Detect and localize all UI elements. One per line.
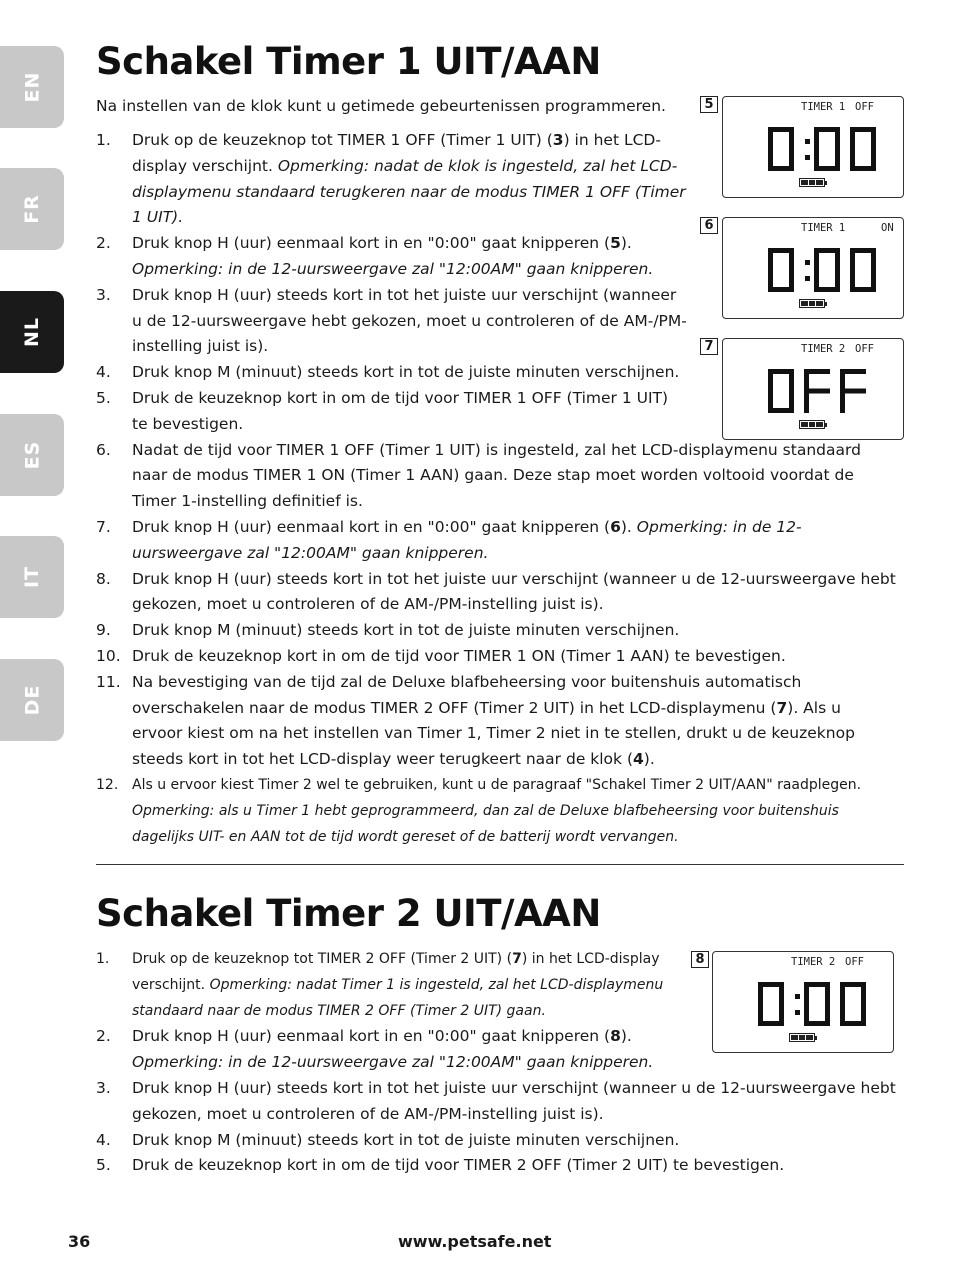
- lang-tab-it[interactable]: [0, 536, 64, 618]
- lcd-segment: [835, 248, 840, 270]
- lcd-colon: [795, 1010, 800, 1015]
- lcd-segment: [825, 982, 830, 1004]
- lcd-segment: [758, 982, 763, 1004]
- lcd-segment: [768, 391, 773, 413]
- lcd-state-label: ON: [881, 222, 894, 234]
- step-item: [96, 1076, 896, 1128]
- step-number: 2.: [96, 1027, 111, 1046]
- lcd-segment: [768, 127, 773, 149]
- step-number: 7.: [96, 517, 111, 536]
- lang-tab-label: EN: [20, 71, 43, 103]
- lcd-segment: [840, 369, 845, 391]
- battery-icon: [789, 1033, 815, 1042]
- section-divider: [96, 864, 904, 865]
- step-text: Druk de keuzeknop kort in om de tijd voor TIMER 1 ON (Timer 1 AAN) te bevestigen.: [132, 646, 786, 665]
- lcd-segment: [850, 270, 855, 292]
- lcd-digits: [768, 127, 888, 173]
- lcd-colon: [805, 260, 810, 265]
- step-number: 1.: [96, 131, 111, 149]
- lcd-state-label: OFF: [855, 101, 874, 113]
- lcd-segment: [850, 248, 855, 270]
- section1-title: Schakel Timer 1 UIT/AAN: [96, 40, 601, 83]
- page-number: 36: [68, 1232, 91, 1251]
- lang-tab-es[interactable]: [0, 414, 64, 496]
- step-text: Druk knop H (uur) eenmaal kort in en "0:00" gaat knipperen (6). Opmerking: in de 12-uursweergave zal "12:00AM" gaan knipperen.: [132, 517, 802, 562]
- step-item: [96, 1128, 896, 1154]
- lcd-display: [712, 951, 894, 1053]
- lang-tab-label: IT: [21, 565, 43, 589]
- figure-number: 6: [700, 217, 718, 234]
- step-text: Druk knop H (uur) steeds kort in tot het juiste uur verschijnt (wanneer u de 12-uursweergave hebt gekozen, moet u controleren of de AM-/PM-instelling juist is).: [132, 285, 687, 356]
- step-item: [96, 360, 688, 386]
- lcd-display: [722, 338, 904, 440]
- lcd-segment: [768, 270, 773, 292]
- lang-tab-label: ES: [20, 440, 43, 470]
- step-number: 6.: [96, 440, 111, 459]
- step-item: [96, 670, 896, 773]
- step-item: [96, 283, 688, 360]
- battery-icon: [799, 420, 825, 429]
- lcd-segment: [814, 127, 819, 149]
- step-item: [96, 128, 688, 231]
- step-text: Druk op de keuzeknop tot TIMER 2 OFF (Timer 2 UIT) (7) in het LCD-display verschijnt. Opmerking: nadat Timer 1 is ingesteld, zal het LCD-displaymenu standaard naar de modus TIMER 2 OFF (Timer 2 UIT) gaan.: [132, 951, 664, 1019]
- step-item: [96, 1024, 688, 1076]
- lcd-segment: [814, 149, 819, 171]
- lcd-segment: [861, 982, 866, 1004]
- section2-title: Schakel Timer 2 UIT/AAN: [96, 892, 601, 935]
- battery-icon: [799, 299, 825, 308]
- lcd-segment: [804, 389, 830, 394]
- step-text: Druk knop H (uur) eenmaal kort in en "0:00" gaat knipperen (5). Opmerking: in de 12-uursweergave zal "12:00AM" gaan knipperen.: [132, 234, 654, 278]
- lcd-timer-label: TIMER 2: [791, 956, 836, 968]
- lcd-digits: [768, 369, 888, 415]
- lcd-display: [722, 96, 904, 198]
- step-item: [96, 386, 688, 438]
- lcd-timer-label: TIMER 1: [801, 101, 846, 113]
- lcd-segment: [814, 248, 819, 270]
- step-number: 3.: [96, 285, 111, 304]
- lcd-segment: [840, 1004, 845, 1026]
- step-item: [96, 567, 896, 619]
- lcd-segment: [871, 248, 876, 270]
- lcd-colon: [805, 139, 810, 144]
- lang-tab-label: DE: [20, 684, 43, 716]
- step-number: 5.: [96, 388, 111, 407]
- step-item: [96, 618, 896, 644]
- step-text: Druk knop M (minuut) steeds kort in tot de juiste minuten verschijnen.: [132, 621, 680, 640]
- lang-tab-label: FR: [20, 194, 43, 224]
- lcd-segment: [814, 270, 819, 292]
- step-number: 4.: [96, 1130, 111, 1149]
- lcd-segment: [835, 127, 840, 149]
- lcd-segment: [758, 1004, 763, 1026]
- step-number: 9.: [96, 621, 111, 640]
- lcd-segment: [768, 149, 773, 171]
- step-text: Nadat de tijd voor TIMER 1 OFF (Timer 1 UIT) is ingesteld, zal het LCD-displaymenu standaard naar de modus TIMER 1 ON (Timer 1 AAN) gaan. Deze stap moet worden voltooid voordat de Timer 1-instelling definitief is.: [132, 440, 861, 511]
- step-number: 2.: [96, 234, 111, 253]
- step-item: [96, 515, 896, 567]
- step-text: Na bevestiging van de tijd zal de Deluxe blafbeheersing voor buitenshuis automatisch overschakelen naar de modus TIMER 2 OFF (Timer 2 UIT) in het LCD-displaymenu (7). Als u ervoor kiest om na het instellen van Timer 1, Timer 2 niet in te stellen, drukt u de keuzeknop steeds kort in tot het LCD-display weer terugkeert naar de klok (4).: [132, 672, 855, 769]
- lcd-segment: [804, 1004, 809, 1026]
- lcd-segment: [768, 369, 773, 391]
- lcd-segment: [804, 391, 809, 413]
- step-text: Druk knop H (uur) eenmaal kort in en "0:00" gaat knipperen (8). Opmerking: in de 12-uursweergave zal "12:00AM" gaan knipperen.: [132, 1027, 654, 1072]
- step-item: [96, 231, 688, 283]
- step-number: 11.: [96, 672, 121, 691]
- step-number: 1.: [96, 951, 110, 967]
- step-text: Druk knop M (minuut) steeds kort in tot de juiste minuten verschijnen.: [132, 1130, 680, 1149]
- step-number: 3.: [96, 1078, 111, 1097]
- step-text: Druk de keuzeknop kort in om de tijd voor TIMER 1 OFF (Timer 1 UIT) te bevestigen.: [132, 388, 669, 433]
- lang-tab-fr[interactable]: [0, 168, 64, 250]
- lcd-state-label: OFF: [845, 956, 864, 968]
- lcd-colon: [805, 276, 810, 281]
- lcd-segment: [789, 369, 794, 391]
- step-text: Als u ervoor kiest Timer 2 wel te gebruiken, kunt u de paragraaf "Schakel Timer 2 UIT/AAN" raadplegen. Opmerking: als u Timer 1 hebt geprogrammeerd, dan zal de Deluxe blafbeheersing voor buitenshuis dagelijks UIT- en AAN tot de tijd wordt gereset of de batterij wordt vervangen.: [132, 776, 862, 845]
- lcd-segment: [850, 127, 855, 149]
- lang-tab-nl[interactable]: [0, 291, 64, 373]
- step-item: [96, 438, 896, 515]
- lcd-display: [722, 217, 904, 319]
- lcd-colon: [795, 994, 800, 999]
- lcd-segment: [779, 982, 784, 1004]
- lcd-segment: [840, 982, 845, 1004]
- step-text: Druk op de keuzeknop tot TIMER 1 OFF (Timer 1 UIT) (3) in het LCD-display verschijnt. Opmerking: nadat de klok is ingesteld, zal het LCD-displaymenu standaard terugkeren naar de modus TIMER 1 OFF (Timer 1 UIT).: [132, 131, 686, 227]
- step-text: Druk knop H (uur) steeds kort in tot het juiste uur verschijnt (wanneer u de 12-uursweergave hebt gekozen, moet u controleren of de AM-/PM-instelling juist is).: [132, 569, 896, 614]
- lcd-segment: [804, 369, 809, 391]
- step-number: 5.: [96, 1156, 111, 1175]
- battery-icon: [799, 178, 825, 187]
- lcd-timer-label: TIMER 2: [801, 343, 846, 355]
- lcd-segment: [850, 149, 855, 171]
- lcd-segment: [789, 248, 794, 270]
- step-item: [96, 773, 896, 850]
- step-number: 4.: [96, 363, 111, 382]
- step-item: [96, 644, 896, 670]
- lcd-state-label: OFF: [855, 343, 874, 355]
- footer-url[interactable]: www.petsafe.net: [398, 1232, 552, 1251]
- lang-tab-en[interactable]: [0, 46, 64, 128]
- lcd-colon: [805, 155, 810, 160]
- lcd-segment: [840, 391, 845, 413]
- step-item: [96, 1153, 896, 1179]
- lcd-segment: [768, 248, 773, 270]
- figure-number: 5: [700, 96, 718, 113]
- figure-number: 7: [700, 338, 718, 355]
- section1-intro: Na instellen van de klok kunt u getimede gebeurtenissen programmeren.: [96, 97, 666, 115]
- figure-number: 8: [691, 951, 709, 968]
- step-number: 8.: [96, 569, 111, 588]
- lcd-segment: [804, 982, 809, 1004]
- lcd-segment: [871, 127, 876, 149]
- lcd-segment: [840, 389, 866, 394]
- lang-tab-de[interactable]: [0, 659, 64, 741]
- step-item: [96, 947, 688, 1024]
- lcd-segment: [789, 127, 794, 149]
- lcd-digits: [768, 248, 888, 294]
- lang-tab-label: NL: [20, 316, 43, 348]
- step-number: 10.: [96, 646, 121, 665]
- step-text: Druk knop M (minuut) steeds kort in tot de juiste minuten verschijnen.: [132, 363, 680, 382]
- step-number: 12.: [96, 776, 119, 793]
- lcd-timer-label: TIMER 1: [801, 222, 846, 234]
- lcd-digits: [758, 982, 878, 1028]
- step-text: Druk de keuzeknop kort in om de tijd voor TIMER 2 OFF (Timer 2 UIT) te bevestigen.: [132, 1156, 785, 1175]
- step-text: Druk knop H (uur) steeds kort in tot het juiste uur verschijnt (wanneer u de 12-uursweergave hebt gekozen, moet u controleren of de AM-/PM-instelling juist is).: [132, 1078, 896, 1123]
